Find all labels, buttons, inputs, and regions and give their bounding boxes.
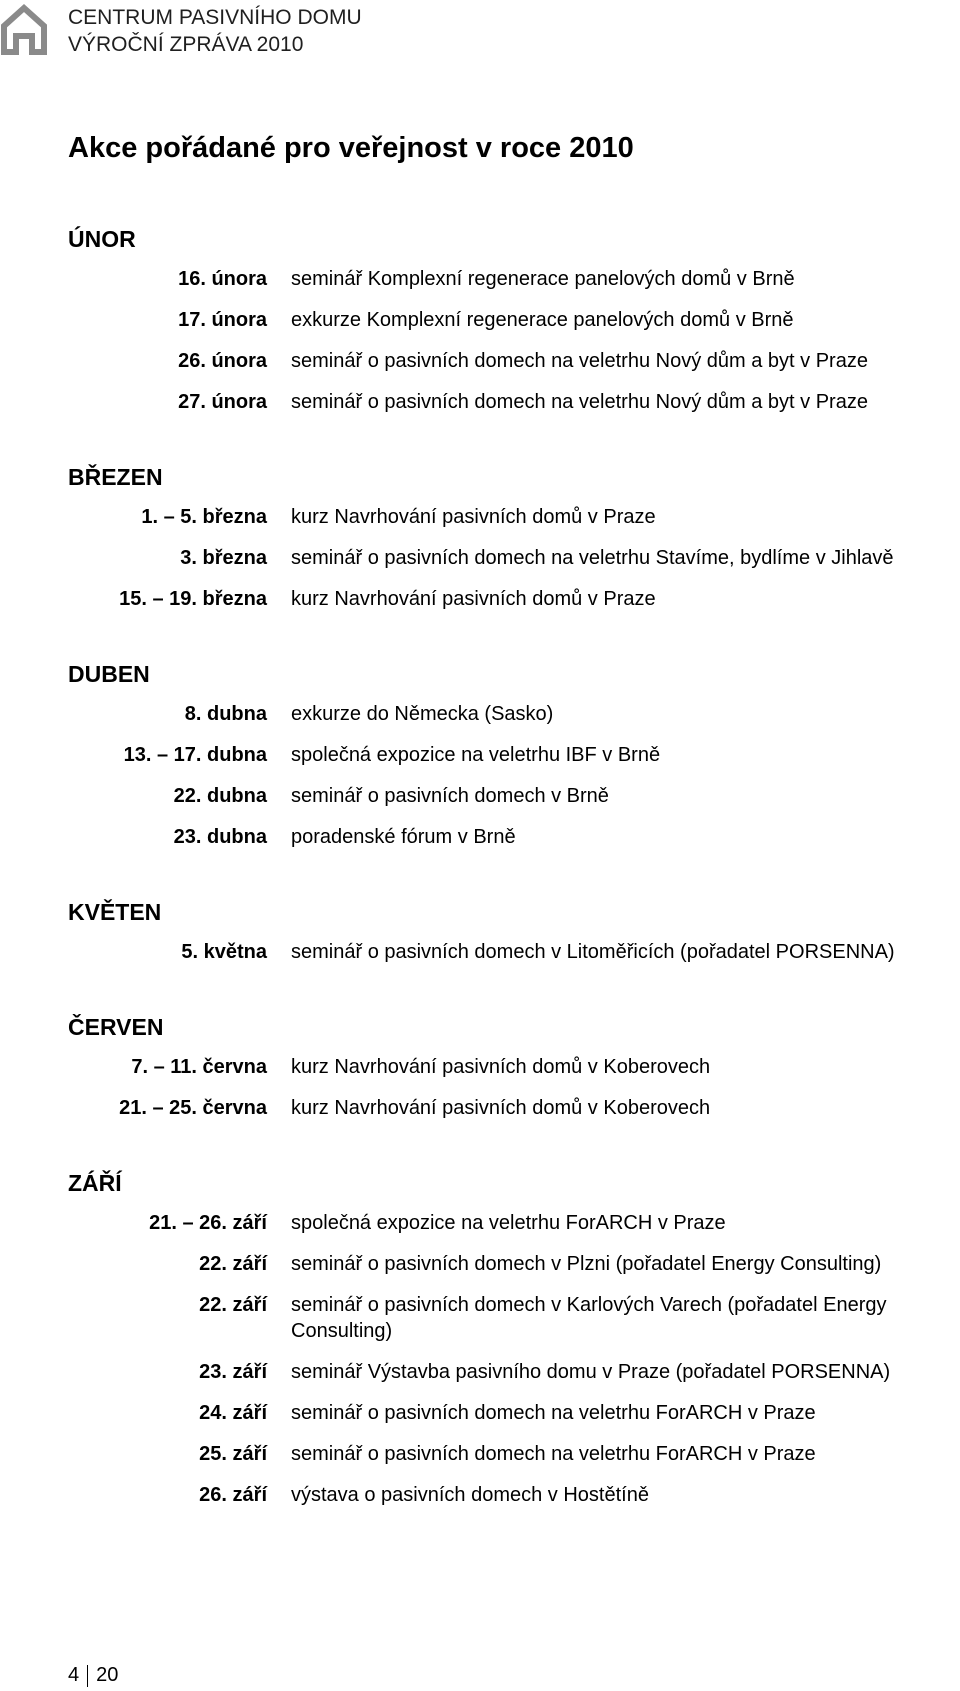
event-date: 25. září	[199, 1443, 267, 1465]
event-description: seminář Komplexní regenerace panelových domů v Brně	[291, 268, 795, 290]
month-section	[68, 661, 960, 899]
event-date: 27. února	[178, 391, 267, 413]
event-row	[68, 783, 960, 809]
event-description: kurz Navrhování pasivních domů v Praze	[291, 506, 656, 528]
month-heading: BŘEZEN	[68, 464, 163, 490]
event-row	[68, 586, 960, 612]
event-row	[68, 1095, 960, 1121]
page-number	[68, 1663, 118, 1687]
event-description: seminář o pasivních domech v Brně	[291, 785, 609, 807]
event-description: seminář o pasivních domech v Karlových Varech (pořadatel Energy Consulting)	[291, 1294, 887, 1342]
event-date: 26. února	[178, 350, 267, 372]
event-row	[68, 1441, 960, 1467]
event-date: 22. dubna	[173, 785, 267, 807]
event-row	[68, 348, 960, 374]
total-pages: 20	[96, 1664, 119, 1686]
event-description: kurz Navrhování pasivních domů v Koberovech	[291, 1056, 711, 1078]
event-description: kurz Navrhování pasivních domů v Praze	[291, 588, 656, 610]
event-description: kurz Navrhování pasivních domů v Koberovech	[291, 1097, 711, 1119]
event-row	[68, 1482, 960, 1508]
event-date: 17. února	[178, 309, 267, 331]
event-description: společná expozice na veletrhu ForARCH v Praze	[291, 1212, 726, 1234]
organization-name	[68, 4, 362, 58]
event-description: seminář Výstavba pasivního domu v Praze (pořadatel PORSENNA)	[291, 1361, 891, 1383]
page-title: Akce pořádané pro veřejnost v roce 2010	[68, 132, 634, 164]
event-date: 13. – 17. dubna	[123, 744, 267, 766]
event-row	[68, 307, 960, 333]
event-description: společná expozice na veletrhu IBF v Brně	[291, 744, 661, 766]
event-row	[68, 266, 960, 292]
event-date: 15. – 19. března	[119, 588, 267, 610]
event-description: seminář o pasivních domech na veletrhu Nový dům a byt v Praze	[291, 391, 868, 413]
event-date: 26. září	[199, 1484, 267, 1506]
page-header	[0, 0, 960, 60]
event-date: 8. dubna	[184, 703, 267, 725]
month-section	[68, 226, 960, 464]
event-row	[68, 1251, 960, 1277]
month-section	[68, 1014, 960, 1170]
event-row	[68, 1210, 960, 1236]
event-description: seminář o pasivních domech v Litoměřicích (pořadatel PORSENNA)	[291, 941, 895, 963]
event-row	[68, 1359, 960, 1385]
event-row	[68, 939, 960, 965]
month-section	[68, 464, 960, 661]
month-section	[68, 899, 960, 1014]
month-section	[68, 1170, 960, 1508]
event-description: výstava o pasivních domech v Hostětíně	[291, 1484, 649, 1506]
event-row	[68, 1292, 960, 1344]
event-description: seminář o pasivních domech na veletrhu ForARCH v Praze	[291, 1443, 816, 1465]
event-row	[68, 824, 960, 850]
event-row	[68, 701, 960, 727]
event-date: 3. března	[180, 547, 267, 569]
events-list	[68, 226, 960, 1523]
page-separator	[87, 1665, 88, 1687]
event-date: 23. dubna	[173, 826, 267, 848]
month-heading: DUBEN	[68, 661, 150, 687]
event-description: exkurze Komplexní regenerace panelových domů v Brně	[291, 309, 794, 331]
event-description: poradenské fórum v Brně	[291, 826, 516, 848]
event-description: exkurze do Německa (Sasko)	[291, 703, 554, 725]
event-date: 21. – 25. června	[119, 1097, 267, 1119]
event-date: 24. září	[199, 1402, 267, 1424]
event-date: 22. září	[199, 1294, 267, 1316]
header-line-2: VÝROČNÍ ZPRÁVA 2010	[68, 33, 304, 56]
event-row	[68, 504, 960, 530]
header-line-1: CENTRUM PASIVNÍHO DOMU	[68, 6, 362, 29]
event-date: 1. – 5. března	[141, 506, 267, 528]
month-heading: ÚNOR	[68, 226, 136, 252]
event-date: 7. – 11. června	[131, 1056, 267, 1078]
event-row	[68, 1054, 960, 1080]
month-heading: ČERVEN	[68, 1014, 164, 1040]
event-row	[68, 742, 960, 768]
event-date: 16. února	[178, 268, 267, 290]
event-description: seminář o pasivních domech na veletrhu Stavíme, bydlíme v Jihlavě	[291, 547, 894, 569]
event-date: 22. září	[199, 1253, 267, 1275]
month-heading: KVĚTEN	[68, 899, 162, 925]
event-date: 5. května	[181, 941, 267, 963]
event-row	[68, 545, 960, 571]
current-page: 4	[68, 1664, 80, 1686]
event-row	[68, 389, 960, 415]
event-description: seminář o pasivních domech v Plzni (pořadatel Energy Consulting)	[291, 1253, 882, 1275]
month-heading: ZÁŘÍ	[68, 1170, 122, 1196]
event-description: seminář o pasivních domech na veletrhu ForARCH v Praze	[291, 1402, 816, 1424]
event-date: 21. – 26. září	[149, 1212, 267, 1234]
event-row	[68, 1400, 960, 1426]
event-date: 23. září	[199, 1361, 267, 1383]
event-description: seminář o pasivních domech na veletrhu Nový dům a byt v Praze	[291, 350, 868, 372]
house-logo-icon	[0, 2, 48, 56]
